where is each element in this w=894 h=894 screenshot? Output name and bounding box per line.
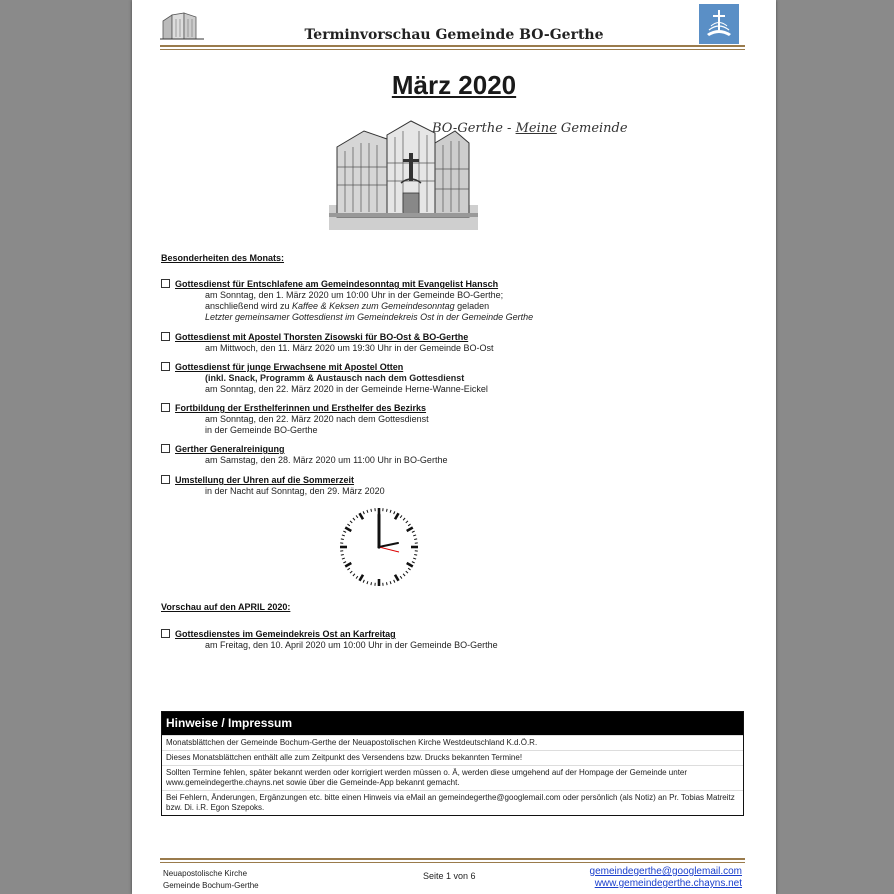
footer-org-line2: Gemeinde Bochum-Gerthe [163, 881, 259, 890]
clock-minute-tick [371, 582, 372, 585]
event-item [161, 444, 447, 466]
event-title: Fortbildung der Ersthelferinnen und Ersthelfer des Bezirks [175, 403, 427, 413]
clock-minute-tick [386, 582, 387, 585]
clock-minute-tick [400, 515, 402, 517]
event-item [161, 279, 533, 323]
document-page [132, 0, 776, 894]
event-item [161, 362, 488, 395]
event-title: Gerther Generalreinigung [175, 444, 285, 454]
clock-minute-tick [390, 581, 391, 584]
event-detail: am Sonntag, den 22. März 2020 nach dem Gottesdienst [205, 414, 429, 424]
imprint-box [161, 711, 744, 816]
clock-minute-tick [341, 554, 344, 555]
clock-minute-tick [342, 535, 345, 536]
clock-minute-tick [414, 539, 417, 540]
clock-minute-tick [367, 581, 368, 584]
church-tagline [432, 121, 628, 136]
clock-minute-tick [412, 562, 415, 563]
tagline-part1: BO-Gerthe - [432, 121, 516, 136]
clock-minute-tick [342, 558, 345, 559]
clock-minute-tick [343, 531, 346, 532]
event-detail: Letzter gemeinsamer Gottesdienst im Gemeindekreis Ost in der Gemeinde Gerthe [205, 312, 534, 322]
website-link[interactable]: www.gemeindegerthe.chayns.net [594, 878, 742, 889]
event-item [161, 475, 385, 497]
event-title: Umstellung der Uhren auf die Sommerzeit [175, 475, 355, 485]
clock-minute-tick [371, 509, 372, 512]
clock-minute-tick [400, 576, 402, 578]
checkbox-icon [161, 362, 170, 371]
email-link[interactable]: gemeindegerthe@googlemail.com [589, 866, 742, 877]
event-detail-italic: Kaffee & Keksen zum Gemeindesonntag [292, 301, 455, 311]
clock-minute-tick [347, 524, 349, 526]
event-item [161, 403, 429, 436]
event-detail-part: geladen [454, 301, 490, 311]
clock-hour-tick [407, 528, 413, 532]
imprint-row: Bei Fehlern, Änderungen, Ergänzungen etc. bitte einen Hinweis via eMail an gemeindegerthe@googlemail.com oder persönlich (als Notiz) an Pr. Tobias Matreitz bzw. Di. i.R. Egon Szepoks. [162, 790, 743, 815]
checkbox-icon [161, 279, 170, 288]
nak-emblem-icon [699, 4, 739, 44]
event-item [161, 332, 493, 354]
checkbox-icon [161, 475, 170, 484]
clock-minute-tick [341, 539, 344, 540]
event-detail: am Mittwoch, den 11. März 2020 um 19:30 Uhr in der Gemeinde BO-Ost [205, 343, 494, 353]
clock-minute-tick [350, 521, 352, 523]
imprint-row: Dieses Monatsblättchen enthält alle zum Zeitpunkt des Versendens bzw. Drucks bekannten Termine! [162, 750, 743, 765]
clock-hour-tick [360, 575, 364, 581]
clock-minute-tick [386, 509, 387, 512]
clock-hour-tick [395, 513, 399, 519]
clock-minute-tick [403, 518, 405, 520]
event-title: Gottesdienstes im Gemeindekreis Ost an Karfreitag [175, 629, 396, 639]
checkbox-icon [161, 444, 170, 453]
footer-organization [163, 868, 259, 892]
clock-minute-tick [406, 571, 408, 573]
event-item [161, 629, 498, 651]
clock-minute-tick [363, 580, 364, 583]
event-detail: am Sonntag, den 22. März 2020 in der Gemeinde Herne-Wanne-Eickel [205, 384, 488, 394]
section-heading-preview: Vorschau auf den APRIL 2020: [161, 602, 291, 612]
imprint-row: Monatsblättchen der Gemeinde Bochum-Gerthe der Neuapostolischen Kirche Westdeutschland K.d.Ö.R. [162, 735, 743, 750]
clock-hour-tick [345, 563, 351, 567]
clock-minute-tick [353, 518, 355, 520]
footer-rule-thin [160, 862, 745, 863]
event-detail: (inkl. Snack, Programm & Austausch nach dem Gottesdienst [205, 373, 465, 383]
event-detail: in der Nacht auf Sonntag, den 29. März 2020 [205, 486, 385, 496]
clock-minute-tick [408, 524, 410, 526]
clock-minute-tick [343, 562, 346, 563]
header-rule [160, 45, 745, 47]
clock-minute-tick [390, 510, 391, 513]
clock-hour-tick [395, 575, 399, 581]
event-detail: in der Gemeinde BO-Gerthe [205, 425, 318, 435]
checkbox-icon [161, 332, 170, 341]
clock-minute-tick [413, 535, 416, 536]
page-number: Seite 1 von 6 [423, 871, 476, 881]
clock-minute-tick [350, 571, 352, 573]
clock-minute-tick [347, 568, 349, 570]
header-title: Terminvorschau Gemeinde BO-Gerthe [304, 27, 604, 43]
clock-minute-tick [408, 568, 410, 570]
event-detail: am Samstag, den 28. März 2020 um 11:00 Uhr in BO-Gerthe [205, 455, 448, 465]
clock-minute-tick [356, 576, 358, 578]
clock-icon [338, 506, 420, 588]
checkbox-icon [161, 403, 170, 412]
footer-org-line1: Neuapostolische Kirche [163, 869, 248, 878]
clock-minute-tick [367, 510, 368, 513]
clock-hour-tick [345, 528, 351, 532]
clock-hour-tick [407, 563, 413, 567]
clock-minute-tick [356, 515, 358, 517]
footer-rule [160, 858, 745, 860]
event-detail [161, 301, 533, 312]
clock-minute-tick [403, 574, 405, 576]
clock-minute-tick [394, 511, 395, 514]
clock-minute-tick [413, 558, 416, 559]
event-title: Gottesdienst für junge Erwachsene mit Apostel Otten [175, 362, 404, 372]
month-title: März 2020 [391, 70, 517, 100]
header-rule-thin [160, 49, 745, 50]
event-detail: am Freitag, den 10. April 2020 um 10:00 Uhr in der Gemeinde BO-Gerthe [205, 640, 498, 650]
clock-hour-tick [360, 513, 364, 519]
tagline-meine: Meine [515, 121, 557, 136]
event-detail-part: anschließend wird zu [205, 301, 293, 311]
imprint-heading: Hinweise / Impressum [162, 712, 743, 735]
clock-minute-tick [363, 511, 364, 514]
clock-minute-tick [353, 574, 355, 576]
tagline-part2: Gemeinde [556, 121, 628, 136]
clock-minute-tick [414, 554, 417, 555]
footer-links [590, 866, 742, 890]
event-title: Gottesdienst mit Apostel Thorsten Zisowski für BO-Ost & BO-Gerthe [175, 332, 469, 342]
clock-minute-tick [394, 580, 395, 583]
section-heading-month: Besonderheiten des Monats: [161, 253, 285, 263]
checkbox-icon [161, 629, 170, 638]
clock-minute-tick [412, 531, 415, 532]
imprint-row: Sollten Termine fehlen, später bekannt werden oder korrigiert werden müssen o. Ä, werden diese umgehend auf der Hompage der Gemeinde unter www.gemeindegerthe.chayns.net sowie über die Gemeinde-App bekannt gemacht. [162, 765, 743, 790]
clock-minute-tick [406, 521, 408, 523]
event-title: Gottesdienst für Entschlafene am Gemeindesonntag mit Evangelist Hansch [175, 279, 499, 289]
event-detail: am Sonntag, den 1. März 2020 um 10:00 Uhr in der Gemeinde BO-Gerthe; [205, 290, 504, 300]
